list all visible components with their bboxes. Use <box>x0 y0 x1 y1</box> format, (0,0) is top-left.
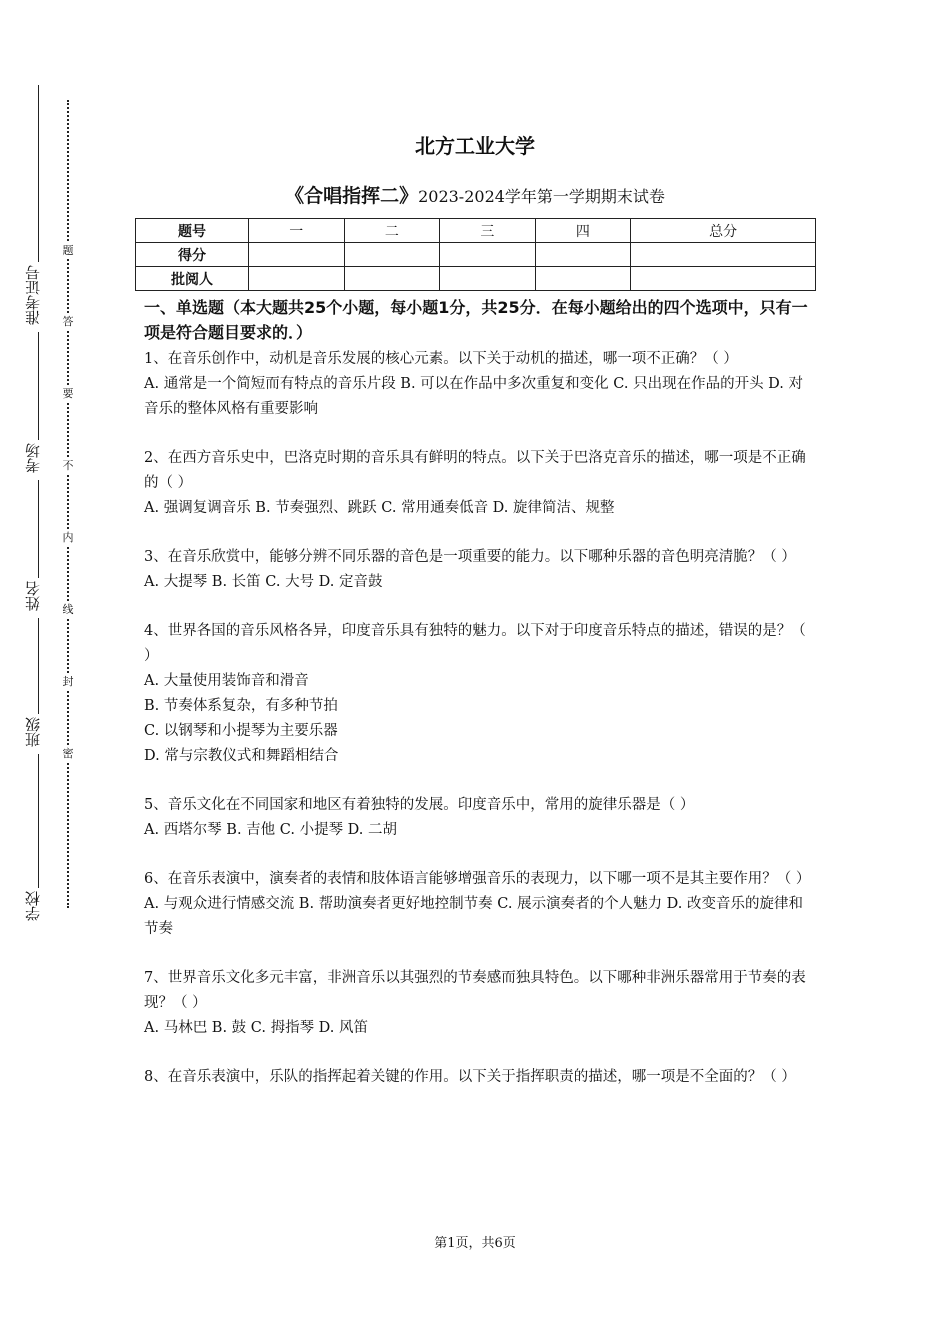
question-8 <box>144 1065 814 1090</box>
binding-warning-char: 答 <box>58 314 78 330</box>
binding-field-class[interactable]: 班级 <box>18 714 48 754</box>
binding-field-school[interactable]: 学校 <box>18 888 48 928</box>
grader-cell[interactable] <box>631 267 816 291</box>
score-table-header: 题号 <box>136 219 249 243</box>
score-table-header-row <box>136 219 816 243</box>
question-options: A. 西塔尔琴 B. 吉他 C. 小提琴 D. 二胡 <box>144 822 398 838</box>
binding-warning-char: 不 <box>58 458 78 474</box>
score-cell[interactable] <box>535 243 631 267</box>
question-options: A. 大提琴 B. 长笛 C. 大号 D. 定音鼓 <box>144 574 383 590</box>
question-3 <box>144 545 814 595</box>
question-text: 8、在音乐表演中，乐队的指挥起着关键的作用。以下关于指挥职责的描述，哪一项是不全面的？（ ） <box>144 1069 796 1085</box>
binding-warning-char: 封 <box>58 674 78 690</box>
binding-field-exam-number[interactable]: 准考证号 <box>18 262 48 332</box>
score-table-row <box>136 243 816 267</box>
question-text: 5、音乐文化在不同国家和地区有着独特的发展。印度音乐中，常用的旋律乐器是（ ） <box>144 797 695 813</box>
score-cell[interactable] <box>344 243 440 267</box>
question-6 <box>144 867 814 942</box>
binding-field-exam-room[interactable]: 考场 <box>18 440 48 480</box>
question-text: 3、在音乐欣赏中，能够分辨不同乐器的音色是一项重要的能力。以下哪种乐器的音色明亮清脆？（ ） <box>144 549 796 565</box>
score-cell[interactable] <box>440 243 536 267</box>
grader-cell[interactable] <box>249 267 345 291</box>
page-footer: 第1页，共6页 <box>434 1236 516 1251</box>
question-options: A. 通常是一个简短而有特点的音乐片段 B. 可以在作品中多次重复和变化 C. 只出现在作品的开头 D. 对音乐的整体风格有重要影响 <box>144 376 804 417</box>
question-1 <box>144 347 814 422</box>
question-option: B. 节奏体系复杂，有多种节拍 <box>144 698 338 714</box>
score-table-header: 一 <box>249 219 345 243</box>
question-5 <box>144 793 814 843</box>
question-2 <box>144 446 814 521</box>
question-4 <box>144 619 814 769</box>
grader-cell[interactable] <box>344 267 440 291</box>
binding-warning-char: 内 <box>58 530 78 546</box>
question-text: 4、世界各国的音乐风格各异，印度音乐具有独特的魅力。以下对于印度音乐特点的描述，错误的是？（ ） <box>144 623 806 664</box>
binding-solid-line <box>38 85 39 925</box>
binding-warning-char: 要 <box>58 386 78 402</box>
question-text: 6、在音乐表演中，演奏者的表情和肢体语言能够增强音乐的表现力，以下哪一项不是其主要作用？（ ） <box>144 871 811 887</box>
score-table-header: 四 <box>535 219 631 243</box>
question-option: C. 以钢琴和小提琴为主要乐器 <box>144 723 338 739</box>
score-table <box>135 218 816 291</box>
score-cell[interactable] <box>631 243 816 267</box>
score-cell[interactable] <box>249 243 345 267</box>
section-heading: 一、单选题（本大题共25个小题，每小题1分，共25分．在每小题给出的四个选项中，只有一项是符合题目要求的．） <box>144 298 808 342</box>
university-title: 北方工业大学 <box>415 134 535 158</box>
score-table-header: 总分 <box>631 219 816 243</box>
binding-warning-char: 密 <box>58 746 78 762</box>
question-text: 1、在音乐创作中，动机是音乐发展的核心元素。以下关于动机的描述，哪一项不正确？（ ） <box>144 351 738 367</box>
score-table-row-label: 得分 <box>136 243 249 267</box>
question-options: A. 强调复调音乐 B. 节奏强烈、跳跃 C. 常用通奏低音 D. 旋律简洁、规整 <box>144 500 615 516</box>
question-option: A. 大量使用装饰音和滑音 <box>144 673 309 689</box>
question-option: D. 常与宗教仪式和舞蹈相结合 <box>144 748 339 764</box>
question-options: A. 与观众进行情感交流 B. 帮助演奏者更好地控制节奏 C. 展示演奏者的个人魅力 D. 改变音乐的旋律和节奏 <box>144 896 804 937</box>
binding-dotted-line <box>67 100 69 908</box>
question-text: 7、世界音乐文化多元丰富，非洲音乐以其强烈的节奏感而独具特色。以下哪种非洲乐器常用于节奏的表现？（ ） <box>144 970 806 1011</box>
grader-cell[interactable] <box>440 267 536 291</box>
question-options: A. 马林巴 B. 鼓 C. 拇指琴 D. 风笛 <box>144 1020 369 1036</box>
score-table-row-label: 批阅人 <box>136 267 249 291</box>
question-text: 2、在西方音乐史中，巴洛克时期的音乐具有鲜明的特点。以下关于巴洛克音乐的描述，哪一项是不正确的（ ） <box>144 450 806 491</box>
exam-term: 2023-2024学年第一学期期末试卷 <box>418 187 665 206</box>
binding-field-name[interactable]: 姓名 <box>18 578 48 618</box>
binding-warning-char: 线 <box>58 602 78 618</box>
score-table-header: 二 <box>344 219 440 243</box>
grader-cell[interactable] <box>535 267 631 291</box>
question-7 <box>144 966 814 1041</box>
binding-warning-char: 题 <box>58 243 78 259</box>
exam-subtitle <box>0 181 950 208</box>
exam-content <box>144 295 814 1114</box>
course-name: 《合唱指挥二》 <box>285 185 419 207</box>
score-table-row <box>136 267 816 291</box>
score-table-header: 三 <box>440 219 536 243</box>
